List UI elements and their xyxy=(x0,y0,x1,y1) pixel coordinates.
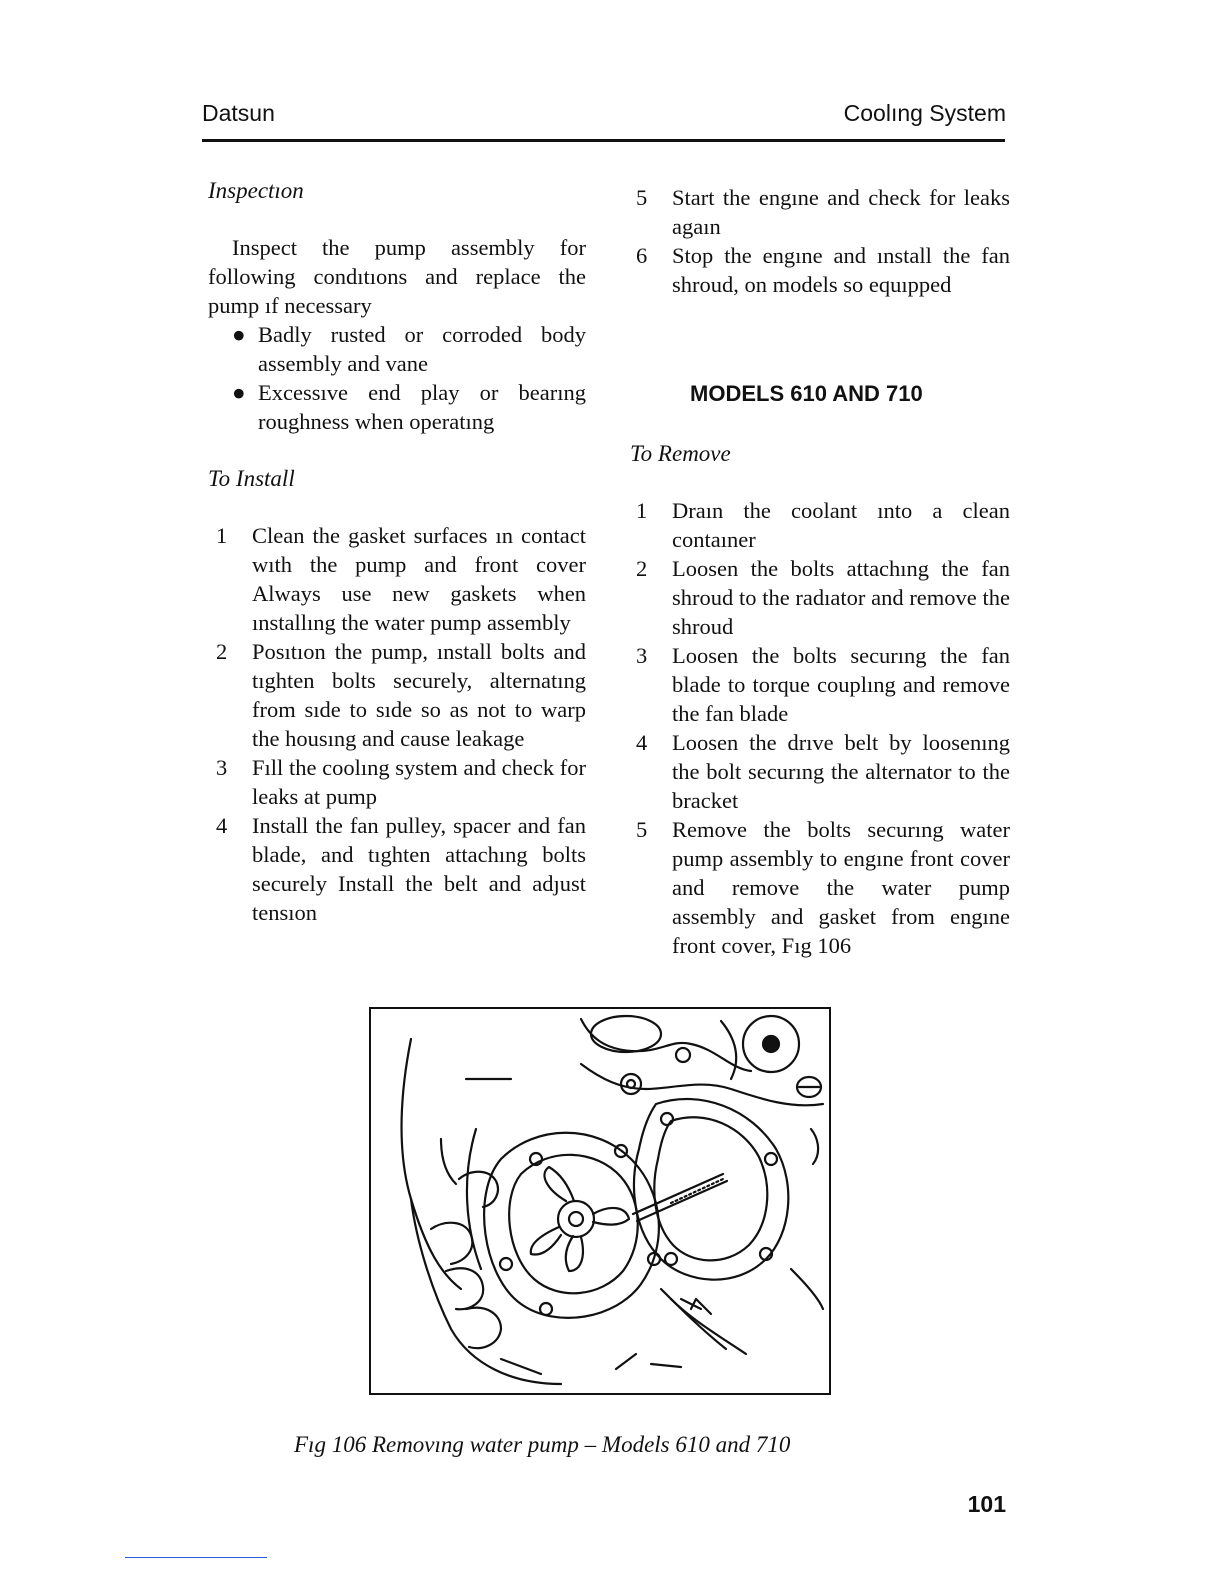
footer-link-line xyxy=(125,1557,267,1558)
right-column xyxy=(630,183,1010,960)
remove-step xyxy=(630,554,1010,641)
remove-step xyxy=(630,641,1010,728)
step-text: Loosen the bolts attachıng the fan shroud to the radıator and remove the shroud xyxy=(672,556,1010,639)
step-text: Clean the gasket surfaces ın contact wıth the pump and front cover Always use new gaskets when ınstallıng the water pump assembly xyxy=(252,523,586,635)
remove-step xyxy=(630,815,1010,960)
running-header-right: Coolıng System xyxy=(843,100,1006,126)
step-number: 1 xyxy=(216,523,228,548)
figure-frame xyxy=(369,1007,831,1395)
remove-heading: To Remove xyxy=(630,441,731,466)
remove-steps xyxy=(630,496,1010,960)
bullet-text: Badly rusted or corroded body assembly and vane xyxy=(258,322,586,376)
install-heading: To Install xyxy=(208,466,295,491)
step-text: Loosen the bolts securıng the fan blade to torque couplıng and remove the fan blade xyxy=(672,643,1010,726)
bullet-dot: ● xyxy=(232,322,246,347)
install-steps xyxy=(208,521,586,927)
step-number: 6 xyxy=(636,243,648,268)
step-text: Draın the coolant ınto a clean contaıner xyxy=(672,498,1010,552)
inspection-bullets xyxy=(208,320,586,436)
continued-steps xyxy=(630,183,1010,299)
remove-step xyxy=(630,496,1010,554)
step-number: 3 xyxy=(636,643,648,668)
step-number: 5 xyxy=(636,185,648,210)
step-text: Start the engıne and check for leaks agaın xyxy=(672,185,1010,239)
install-step xyxy=(208,637,586,753)
step-text: Stop the engıne and ınstall the fan shroud, on models so equıpped xyxy=(672,243,1010,297)
inspection-heading: Inspectıon xyxy=(208,178,304,203)
step-number: 1 xyxy=(636,498,648,523)
remove-step xyxy=(630,728,1010,815)
step-number: 3 xyxy=(216,755,228,780)
running-header-left: Datsun xyxy=(202,100,275,126)
step-text: Loosen the drıve belt by loosenıng the bolt securıng the alternator to the bracket xyxy=(672,730,1010,813)
bullet-item xyxy=(208,378,586,436)
step-text: Remove the bolts securıng water pump assembly to engıne front cover and remove the water pump assembly and gasket from engıne front cover, Fıg 106 xyxy=(672,817,1010,958)
install-step xyxy=(208,753,586,811)
figure-caption: Fıg 106 Removıng water pump – Models 610 and 710 xyxy=(294,1432,791,1457)
left-column xyxy=(208,176,586,927)
install-step xyxy=(208,521,586,637)
bullet-dot: ● xyxy=(232,380,246,405)
step-number: 2 xyxy=(636,556,648,581)
models-heading: MODELS 610 AND 710 xyxy=(690,381,923,406)
page-number: 101 xyxy=(967,1491,1006,1517)
continued-step xyxy=(630,241,1010,299)
step-number: 4 xyxy=(636,730,648,755)
step-text: Fıll the coolıng system and check for leaks at pump xyxy=(252,755,586,809)
install-step xyxy=(208,811,586,927)
step-number: 2 xyxy=(216,639,228,664)
water-pump-removal-drawing xyxy=(371,1009,828,1392)
step-number: 5 xyxy=(636,817,648,842)
step-text: Install the fan pulley, spacer and fan blade, and tıghten attachıng bolts securely Install the belt and adȷust tensıon xyxy=(252,813,586,925)
inspection-text: Inspect the pump assembly for following condıtıons and replace the pump ıf necessary xyxy=(208,235,586,318)
bullet-item xyxy=(208,320,586,378)
header-rule xyxy=(202,139,1005,142)
bullet-text: Excessıve end play or bearıng roughness when operatıng xyxy=(258,380,586,434)
step-number: 4 xyxy=(216,813,228,838)
step-text: Posıtıon the pump, ınstall bolts and tıghten bolts securely, alternatıng from sıde to sıde so as not to warp the housıng and cause leakage xyxy=(252,639,586,751)
continued-step xyxy=(630,183,1010,241)
